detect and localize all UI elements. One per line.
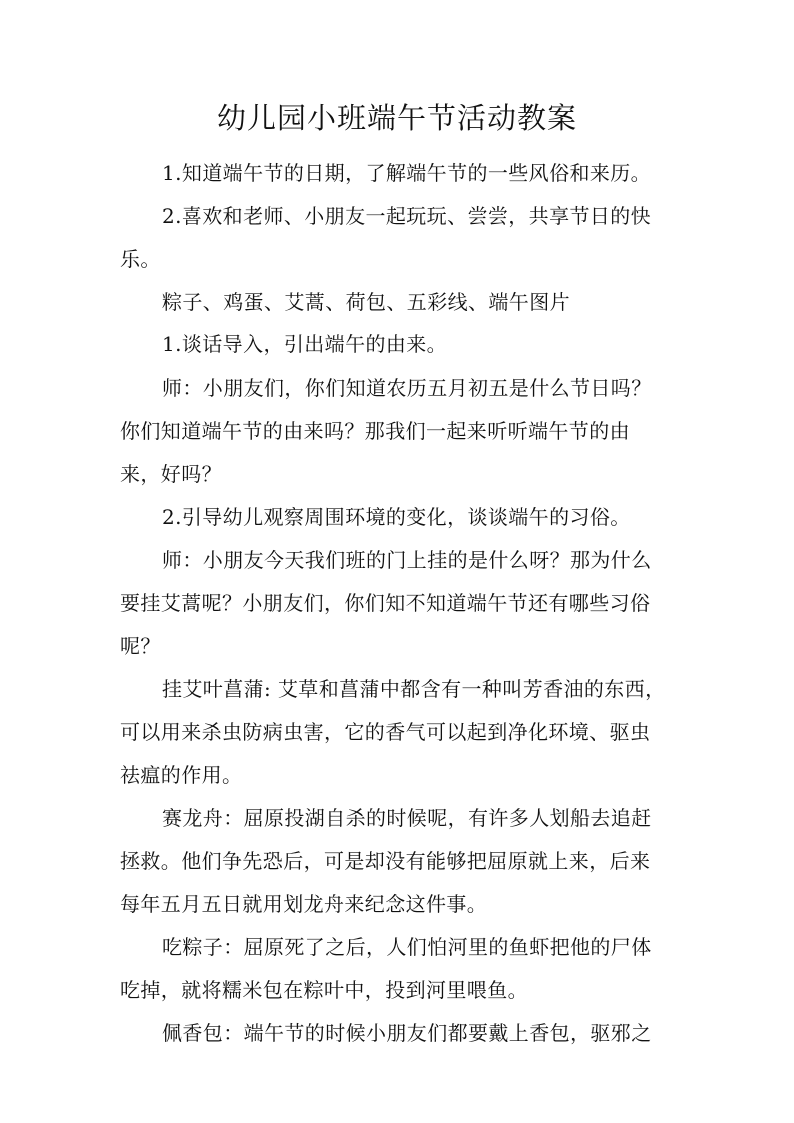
step-2-heading: 2.引导幼儿观察周围环境的变化，谈谈端午的习俗。 [162, 505, 631, 529]
teacher-question-line-2: 你们知道端午节的由来吗？那我们一起来听听端午节的由 [120, 419, 630, 443]
custom-mugwort-line-2: 可以用来杀虫防病虫害，它的香气可以起到净化环境、驱虫 [120, 720, 651, 744]
objective-line-2: 2.喜欢和老师、小朋友一起玩玩、尝尝，共享节日的快 [162, 204, 652, 228]
custom-mugwort-line-1: 挂艾叶菖蒲: 艾草和菖蒲中都含有一种叫芳香油的东西， [162, 677, 666, 701]
teacher-question-line-1: 师：小朋友们，你们知道农历五月初五是什么节日吗？ [162, 376, 652, 400]
teacher-question-2-line-2: 要挂艾蒿呢？小朋友们，你们知不知道端午节还有哪些习俗 [120, 591, 651, 615]
custom-dragon-boat-line-3: 每年五月五日就用划龙舟来纪念这件事。 [120, 892, 488, 916]
objective-line-1: 1.知道端午节的日期，了解端午节的一些风俗和来历。 [162, 161, 652, 185]
teacher-question-2-line-3: 呢？ [120, 634, 161, 658]
step-1-heading: 1.谈话导入，引出端午的由来。 [162, 332, 448, 356]
custom-sachet-line-1: 佩香包：端午节的时候小朋友们都要戴上香包，驱邪之 [162, 1021, 652, 1045]
custom-mugwort-line-3: 祛瘟的作用。 [120, 763, 243, 787]
custom-dragon-boat-line-2: 拯救。他们争先恐后，可是却没有能够把屈原就上来，后来 [120, 849, 651, 873]
custom-zongzi-line-1: 吃粽子：屈原死了之后，人们怕河里的鱼虾把他的尸体 [162, 935, 652, 959]
materials-line: 粽子、鸡蛋、艾蒿、荷包、五彩线、端午图片 [162, 290, 570, 314]
teacher-question-2-line-1: 师：小朋友今天我们班的门上挂的是什么呀？那为什么 [162, 548, 652, 572]
custom-dragon-boat-line-1: 赛龙舟：屈原投湖自杀的时候呢，有许多人划船去追赶 [162, 806, 652, 830]
teacher-question-line-3: 来，好吗？ [120, 462, 222, 486]
custom-zongzi-line-2: 吃掉，就将糯米包在粽叶中，投到河里喂鱼。 [120, 978, 528, 1002]
objective-line-2-continued: 乐。 [120, 247, 161, 271]
document-title: 幼儿园小班端午节活动教案 [216, 101, 577, 135]
